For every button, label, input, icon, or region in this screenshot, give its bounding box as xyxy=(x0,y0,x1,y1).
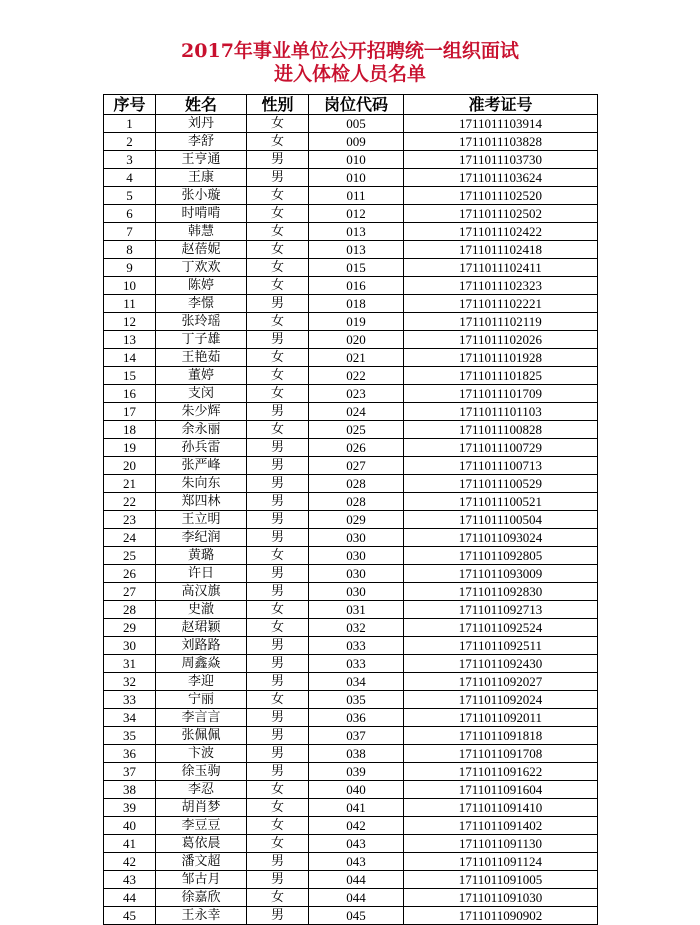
candidate-name: 李纪润 xyxy=(156,529,247,547)
candidate-name: 王永幸 xyxy=(156,907,247,925)
candidate-name: 王亨通 xyxy=(156,151,247,169)
candidate-gender: 男 xyxy=(247,331,309,349)
table-row xyxy=(104,871,598,889)
table-row xyxy=(104,403,598,421)
position-code: 027 xyxy=(309,457,404,475)
position-code: 033 xyxy=(309,655,404,673)
table-row xyxy=(104,439,598,457)
position-code: 030 xyxy=(309,565,404,583)
candidate-name: 丁子雄 xyxy=(156,331,247,349)
candidate-name: 李豆豆 xyxy=(156,817,247,835)
position-code: 010 xyxy=(309,151,404,169)
position-code: 009 xyxy=(309,133,404,151)
row-index: 22 xyxy=(104,493,156,511)
table-row xyxy=(104,781,598,799)
candidate-gender: 男 xyxy=(247,763,309,781)
position-code: 031 xyxy=(309,601,404,619)
candidate-gender: 男 xyxy=(247,475,309,493)
candidate-name: 李言言 xyxy=(156,709,247,727)
candidate-name: 董婷 xyxy=(156,367,247,385)
row-index: 21 xyxy=(104,475,156,493)
row-index: 4 xyxy=(104,169,156,187)
candidate-name: 孙兵雷 xyxy=(156,439,247,457)
row-index: 28 xyxy=(104,601,156,619)
row-index: 12 xyxy=(104,313,156,331)
candidate-gender: 女 xyxy=(247,781,309,799)
position-code: 037 xyxy=(309,727,404,745)
table-row xyxy=(104,187,598,205)
position-code: 022 xyxy=(309,367,404,385)
row-index: 13 xyxy=(104,331,156,349)
table-row xyxy=(104,889,598,907)
document-title-line1: 2017年事业单位公开招聘统一组织面试 xyxy=(181,40,519,62)
exam-number: 1711011102221 xyxy=(404,295,598,313)
candidate-gender: 女 xyxy=(247,277,309,295)
candidate-name: 卞波 xyxy=(156,745,247,763)
exam-number: 1711011103730 xyxy=(404,151,598,169)
candidate-gender: 女 xyxy=(247,547,309,565)
table-row xyxy=(104,331,598,349)
candidate-name: 徐玉驹 xyxy=(156,763,247,781)
exam-number: 1711011092430 xyxy=(404,655,598,673)
row-index: 36 xyxy=(104,745,156,763)
document-title-line2: 进入体检人员名单 xyxy=(273,63,426,85)
position-code: 043 xyxy=(309,853,404,871)
exam-number: 1711011091402 xyxy=(404,817,598,835)
row-index: 9 xyxy=(104,259,156,277)
row-index: 1 xyxy=(104,115,156,133)
exam-number: 1711011100504 xyxy=(404,511,598,529)
candidate-gender: 女 xyxy=(247,115,309,133)
exam-number: 1711011102323 xyxy=(404,277,598,295)
table-row xyxy=(104,619,598,637)
candidate-gender: 女 xyxy=(247,349,309,367)
table-row xyxy=(104,637,598,655)
position-code: 015 xyxy=(309,259,404,277)
position-code: 032 xyxy=(309,619,404,637)
candidate-name: 李憬 xyxy=(156,295,247,313)
exam-number: 1711011102502 xyxy=(404,205,598,223)
table-row xyxy=(104,277,598,295)
table-row xyxy=(104,295,598,313)
row-index: 34 xyxy=(104,709,156,727)
candidate-name: 邹古月 xyxy=(156,871,247,889)
candidate-table xyxy=(103,94,598,925)
position-code: 043 xyxy=(309,835,404,853)
position-code: 030 xyxy=(309,547,404,565)
table-row xyxy=(104,763,598,781)
candidate-name: 史澈 xyxy=(156,601,247,619)
exam-number: 1711011092830 xyxy=(404,583,598,601)
table-row xyxy=(104,223,598,241)
table-row xyxy=(104,817,598,835)
position-code: 036 xyxy=(309,709,404,727)
candidate-gender: 男 xyxy=(247,151,309,169)
position-code: 013 xyxy=(309,223,404,241)
table-row xyxy=(104,529,598,547)
candidate-name: 李舒 xyxy=(156,133,247,151)
row-index: 38 xyxy=(104,781,156,799)
row-index: 18 xyxy=(104,421,156,439)
candidate-name: 郑四林 xyxy=(156,493,247,511)
position-code: 020 xyxy=(309,331,404,349)
exam-number: 1711011103914 xyxy=(404,115,598,133)
row-index: 29 xyxy=(104,619,156,637)
candidate-gender: 男 xyxy=(247,871,309,889)
table-row xyxy=(104,745,598,763)
table-row xyxy=(104,583,598,601)
row-index: 32 xyxy=(104,673,156,691)
candidate-gender: 男 xyxy=(247,853,309,871)
row-index: 19 xyxy=(104,439,156,457)
candidate-name: 朱向东 xyxy=(156,475,247,493)
position-code: 016 xyxy=(309,277,404,295)
exam-number: 1711011093024 xyxy=(404,529,598,547)
row-index: 16 xyxy=(104,385,156,403)
position-code: 011 xyxy=(309,187,404,205)
table-row xyxy=(104,799,598,817)
position-code: 044 xyxy=(309,871,404,889)
position-code: 010 xyxy=(309,169,404,187)
exam-number: 1711011091124 xyxy=(404,853,598,871)
candidate-name: 许日 xyxy=(156,565,247,583)
row-index: 15 xyxy=(104,367,156,385)
row-index: 41 xyxy=(104,835,156,853)
exam-number: 1711011102520 xyxy=(404,187,598,205)
candidate-name: 刘丹 xyxy=(156,115,247,133)
row-index: 37 xyxy=(104,763,156,781)
exam-number: 1711011100713 xyxy=(404,457,598,475)
exam-number: 1711011091818 xyxy=(404,727,598,745)
row-index: 24 xyxy=(104,529,156,547)
exam-number: 1711011091005 xyxy=(404,871,598,889)
row-index: 23 xyxy=(104,511,156,529)
exam-number: 1711011102411 xyxy=(404,259,598,277)
candidate-gender: 男 xyxy=(247,709,309,727)
exam-number: 1711011092511 xyxy=(404,637,598,655)
candidate-name: 王康 xyxy=(156,169,247,187)
table-row xyxy=(104,565,598,583)
row-index: 31 xyxy=(104,655,156,673)
position-code: 041 xyxy=(309,799,404,817)
candidate-gender: 男 xyxy=(247,673,309,691)
exam-number: 1711011092713 xyxy=(404,601,598,619)
table-row xyxy=(104,457,598,475)
exam-number: 1711011102026 xyxy=(404,331,598,349)
candidate-gender: 男 xyxy=(247,745,309,763)
exam-number: 1711011103624 xyxy=(404,169,598,187)
position-code: 019 xyxy=(309,313,404,331)
row-index: 33 xyxy=(104,691,156,709)
candidate-gender: 男 xyxy=(247,637,309,655)
candidate-gender: 女 xyxy=(247,799,309,817)
row-index: 20 xyxy=(104,457,156,475)
position-code: 039 xyxy=(309,763,404,781)
row-index: 44 xyxy=(104,889,156,907)
exam-number: 1711011102422 xyxy=(404,223,598,241)
exam-number: 1711011092011 xyxy=(404,709,598,727)
exam-number: 1711011091708 xyxy=(404,745,598,763)
row-index: 40 xyxy=(104,817,156,835)
header-position-code: 岗位代码 xyxy=(309,95,404,115)
table-row xyxy=(104,115,598,133)
candidate-gender: 男 xyxy=(247,169,309,187)
position-code: 029 xyxy=(309,511,404,529)
table-row xyxy=(104,313,598,331)
candidate-gender: 女 xyxy=(247,205,309,223)
table-row xyxy=(104,367,598,385)
table-row xyxy=(104,547,598,565)
candidate-name: 徐嘉欣 xyxy=(156,889,247,907)
candidate-name: 时啃啃 xyxy=(156,205,247,223)
candidate-gender: 男 xyxy=(247,727,309,745)
row-index: 2 xyxy=(104,133,156,151)
exam-number: 1711011092024 xyxy=(404,691,598,709)
row-index: 10 xyxy=(104,277,156,295)
candidate-gender: 男 xyxy=(247,439,309,457)
exam-number: 1711011093009 xyxy=(404,565,598,583)
exam-number: 1711011101103 xyxy=(404,403,598,421)
row-index: 11 xyxy=(104,295,156,313)
position-code: 028 xyxy=(309,475,404,493)
candidate-gender: 男 xyxy=(247,565,309,583)
candidate-gender: 女 xyxy=(247,187,309,205)
table-body xyxy=(104,115,598,925)
position-code: 040 xyxy=(309,781,404,799)
table-row xyxy=(104,385,598,403)
candidate-name: 丁欢欢 xyxy=(156,259,247,277)
candidate-name: 李迎 xyxy=(156,673,247,691)
exam-number: 1711011102119 xyxy=(404,313,598,331)
table-row xyxy=(104,349,598,367)
table-row xyxy=(104,169,598,187)
row-index: 45 xyxy=(104,907,156,925)
candidate-name: 黄璐 xyxy=(156,547,247,565)
exam-number: 1711011102418 xyxy=(404,241,598,259)
table-row xyxy=(104,511,598,529)
row-index: 7 xyxy=(104,223,156,241)
position-code: 030 xyxy=(309,529,404,547)
exam-number: 1711011091622 xyxy=(404,763,598,781)
table-row xyxy=(104,727,598,745)
candidate-gender: 男 xyxy=(247,295,309,313)
row-index: 6 xyxy=(104,205,156,223)
candidate-gender: 女 xyxy=(247,889,309,907)
candidate-name: 韩慧 xyxy=(156,223,247,241)
candidate-gender: 女 xyxy=(247,619,309,637)
candidate-name: 宁丽 xyxy=(156,691,247,709)
candidate-name: 胡肖梦 xyxy=(156,799,247,817)
candidate-gender: 女 xyxy=(247,691,309,709)
table-header-row xyxy=(104,95,598,115)
row-index: 39 xyxy=(104,799,156,817)
row-index: 42 xyxy=(104,853,156,871)
candidate-gender: 女 xyxy=(247,817,309,835)
position-code: 018 xyxy=(309,295,404,313)
candidate-gender: 男 xyxy=(247,583,309,601)
table-row xyxy=(104,835,598,853)
exam-number: 1711011100521 xyxy=(404,493,598,511)
exam-number: 1711011091130 xyxy=(404,835,598,853)
position-code: 034 xyxy=(309,673,404,691)
exam-number: 1711011101709 xyxy=(404,385,598,403)
row-index: 43 xyxy=(104,871,156,889)
candidate-name: 赵珺颖 xyxy=(156,619,247,637)
exam-number: 1711011100729 xyxy=(404,439,598,457)
candidate-gender: 女 xyxy=(247,385,309,403)
candidate-gender: 女 xyxy=(247,601,309,619)
position-code: 005 xyxy=(309,115,404,133)
exam-number: 1711011101825 xyxy=(404,367,598,385)
exam-number: 1711011090902 xyxy=(404,907,598,925)
exam-number: 1711011091030 xyxy=(404,889,598,907)
table-row xyxy=(104,259,598,277)
header-index: 序号 xyxy=(104,95,156,115)
row-index: 5 xyxy=(104,187,156,205)
candidate-gender: 女 xyxy=(247,367,309,385)
table-row xyxy=(104,475,598,493)
row-index: 25 xyxy=(104,547,156,565)
position-code: 030 xyxy=(309,583,404,601)
candidate-name: 高汉旗 xyxy=(156,583,247,601)
table-row xyxy=(104,493,598,511)
candidate-gender: 女 xyxy=(247,313,309,331)
row-index: 27 xyxy=(104,583,156,601)
position-code: 025 xyxy=(309,421,404,439)
candidate-gender: 女 xyxy=(247,241,309,259)
position-code: 026 xyxy=(309,439,404,457)
candidate-name: 余永丽 xyxy=(156,421,247,439)
candidate-name: 张佩佩 xyxy=(156,727,247,745)
position-code: 021 xyxy=(309,349,404,367)
row-index: 26 xyxy=(104,565,156,583)
table-row xyxy=(104,133,598,151)
row-index: 14 xyxy=(104,349,156,367)
row-index: 35 xyxy=(104,727,156,745)
table-row xyxy=(104,205,598,223)
candidate-name: 潘文超 xyxy=(156,853,247,871)
candidate-name: 赵蓓妮 xyxy=(156,241,247,259)
exam-number: 1711011092805 xyxy=(404,547,598,565)
candidate-gender: 女 xyxy=(247,835,309,853)
candidate-gender: 男 xyxy=(247,511,309,529)
candidate-gender: 女 xyxy=(247,421,309,439)
candidate-name: 张小璇 xyxy=(156,187,247,205)
exam-number: 1711011092027 xyxy=(404,673,598,691)
exam-number: 1711011100828 xyxy=(404,421,598,439)
candidate-name: 王立明 xyxy=(156,511,247,529)
exam-number: 1711011091604 xyxy=(404,781,598,799)
exam-number: 1711011092524 xyxy=(404,619,598,637)
header-gender: 性别 xyxy=(247,95,309,115)
position-code: 045 xyxy=(309,907,404,925)
candidate-name: 王艳茹 xyxy=(156,349,247,367)
row-index: 17 xyxy=(104,403,156,421)
row-index: 8 xyxy=(104,241,156,259)
position-code: 023 xyxy=(309,385,404,403)
position-code: 013 xyxy=(309,241,404,259)
table-row xyxy=(104,907,598,925)
candidate-gender: 男 xyxy=(247,457,309,475)
candidate-name: 刘路路 xyxy=(156,637,247,655)
table-row xyxy=(104,655,598,673)
exam-number: 1711011091410 xyxy=(404,799,598,817)
candidate-name: 李忍 xyxy=(156,781,247,799)
table-row xyxy=(104,151,598,169)
table-row xyxy=(104,709,598,727)
position-code: 033 xyxy=(309,637,404,655)
candidate-name: 朱少辉 xyxy=(156,403,247,421)
candidate-name: 张玲瑶 xyxy=(156,313,247,331)
exam-number: 1711011101928 xyxy=(404,349,598,367)
candidate-name: 张严峰 xyxy=(156,457,247,475)
table-row xyxy=(104,853,598,871)
table-row xyxy=(104,691,598,709)
header-name: 姓名 xyxy=(156,95,247,115)
candidate-name: 陈婷 xyxy=(156,277,247,295)
position-code: 012 xyxy=(309,205,404,223)
position-code: 044 xyxy=(309,889,404,907)
row-index: 3 xyxy=(104,151,156,169)
table-row xyxy=(104,601,598,619)
position-code: 028 xyxy=(309,493,404,511)
candidate-gender: 男 xyxy=(247,493,309,511)
row-index: 30 xyxy=(104,637,156,655)
candidate-gender: 女 xyxy=(247,259,309,277)
candidate-gender: 男 xyxy=(247,529,309,547)
candidate-gender: 女 xyxy=(247,133,309,151)
position-code: 035 xyxy=(309,691,404,709)
candidate-gender: 男 xyxy=(247,403,309,421)
exam-number: 1711011100529 xyxy=(404,475,598,493)
candidate-gender: 男 xyxy=(247,907,309,925)
table-row xyxy=(104,241,598,259)
exam-number: 1711011103828 xyxy=(404,133,598,151)
table-row xyxy=(104,673,598,691)
candidate-name: 周鑫焱 xyxy=(156,655,247,673)
table-row xyxy=(104,421,598,439)
header-exam-number: 准考证号 xyxy=(404,95,598,115)
position-code: 038 xyxy=(309,745,404,763)
position-code: 042 xyxy=(309,817,404,835)
candidate-gender: 女 xyxy=(247,223,309,241)
position-code: 024 xyxy=(309,403,404,421)
candidate-gender: 男 xyxy=(247,655,309,673)
candidate-name: 支闵 xyxy=(156,385,247,403)
candidate-name: 葛依晨 xyxy=(156,835,247,853)
